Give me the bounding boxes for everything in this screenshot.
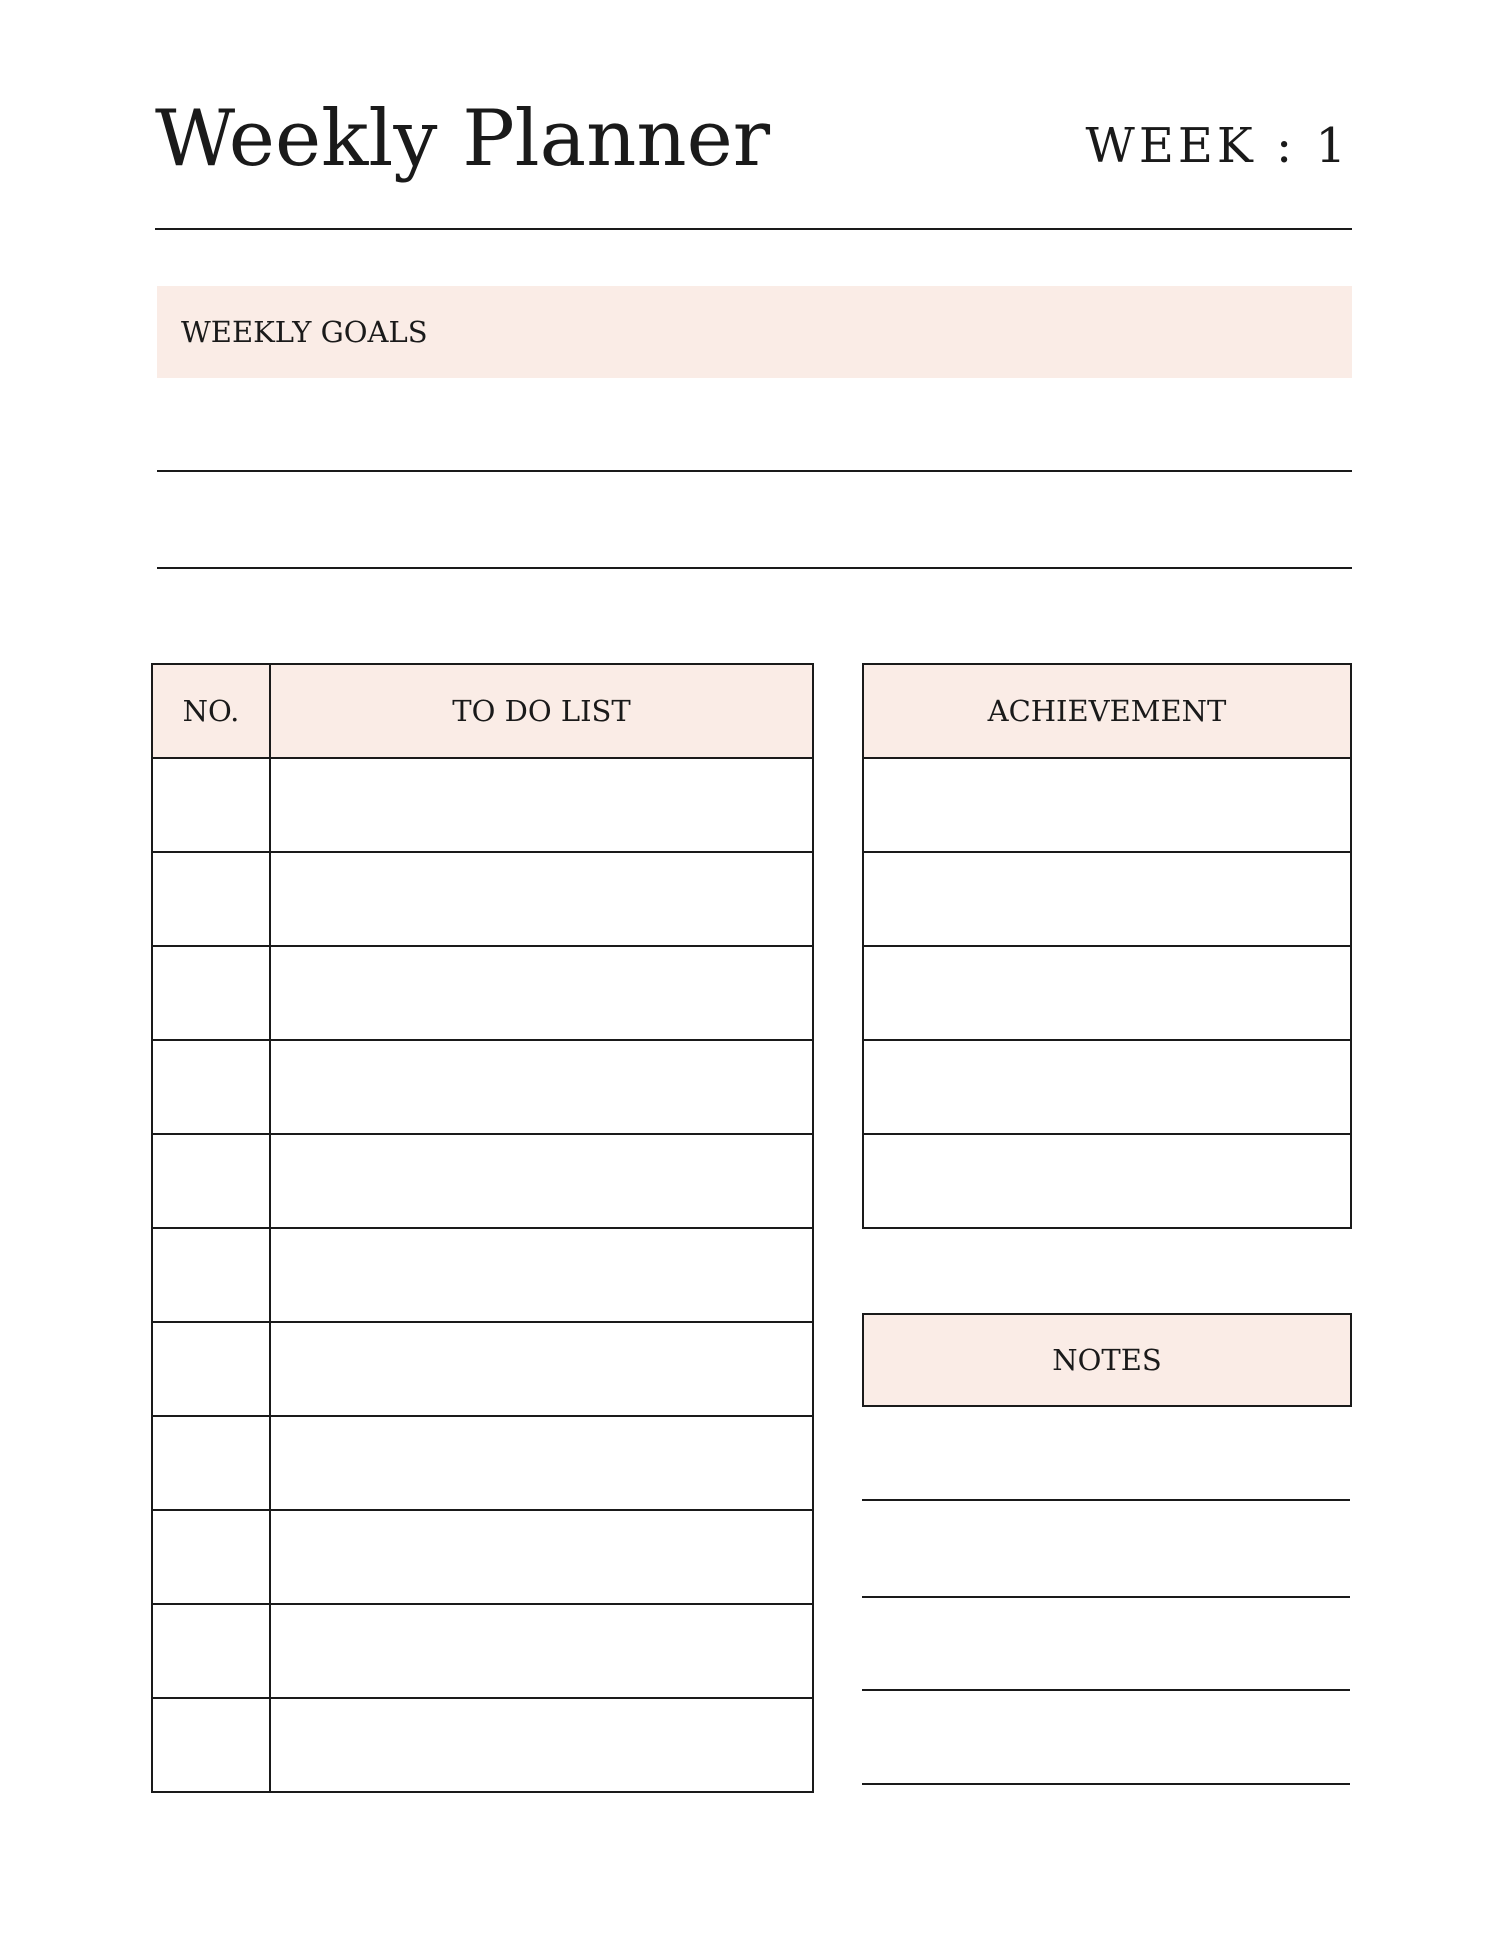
todo-row (152, 758, 813, 852)
note-line[interactable] (862, 1783, 1350, 1785)
todo-row (152, 946, 813, 1040)
todo-no-cell[interactable] (152, 758, 270, 852)
page-title: Weekly Planner (155, 94, 771, 184)
achievement-cell[interactable] (863, 1040, 1351, 1134)
todo-item-cell[interactable] (270, 1510, 813, 1604)
todo-no-cell[interactable] (152, 1510, 270, 1604)
achievement-row (863, 1134, 1351, 1228)
todo-item-cell[interactable] (270, 1040, 813, 1134)
notes-label: NOTES (1052, 1343, 1162, 1377)
todo-row (152, 1228, 813, 1322)
todo-no-cell[interactable] (152, 852, 270, 946)
todo-no-header: NO. (152, 664, 270, 758)
weekly-goals-header (157, 286, 1352, 378)
todo-item-cell[interactable] (270, 758, 813, 852)
achievement-table (862, 663, 1352, 1229)
goal-line[interactable] (157, 567, 1352, 569)
achievement-cell[interactable] (863, 852, 1351, 946)
todo-item-cell[interactable] (270, 1322, 813, 1416)
weekly-goals-label: WEEKLY GOALS (181, 315, 428, 349)
todo-no-cell[interactable] (152, 1698, 270, 1792)
week-number: WEEK : 1 (1085, 118, 1350, 174)
todo-no-cell[interactable] (152, 1604, 270, 1698)
achievement-header: ACHIEVEMENT (863, 664, 1351, 758)
todo-item-cell[interactable] (270, 1604, 813, 1698)
achievement-row (863, 758, 1351, 852)
note-line[interactable] (862, 1499, 1350, 1501)
todo-no-cell[interactable] (152, 1228, 270, 1322)
header-divider (155, 228, 1352, 230)
achievement-rows (863, 758, 1351, 1228)
achievement-cell[interactable] (863, 1134, 1351, 1228)
todo-no-cell[interactable] (152, 1040, 270, 1134)
note-line[interactable] (862, 1596, 1350, 1598)
todo-table (151, 663, 814, 1793)
todo-row (152, 1604, 813, 1698)
todo-no-cell[interactable] (152, 1416, 270, 1510)
todo-row (152, 1510, 813, 1604)
todo-item-cell[interactable] (270, 1134, 813, 1228)
todo-no-cell[interactable] (152, 1322, 270, 1416)
achievement-row (863, 852, 1351, 946)
note-line[interactable] (862, 1689, 1350, 1691)
achievement-cell[interactable] (863, 946, 1351, 1040)
todo-item-cell[interactable] (270, 1228, 813, 1322)
todo-no-cell[interactable] (152, 946, 270, 1040)
todo-item-cell[interactable] (270, 1416, 813, 1510)
todo-header-row (152, 664, 813, 758)
todo-row (152, 1322, 813, 1416)
todo-row (152, 1698, 813, 1792)
todo-item-cell[interactable] (270, 852, 813, 946)
todo-row (152, 1134, 813, 1228)
todo-no-cell[interactable] (152, 1134, 270, 1228)
todo-row (152, 1416, 813, 1510)
goal-line[interactable] (157, 470, 1352, 472)
todo-item-cell[interactable] (270, 1698, 813, 1792)
achievement-row (863, 946, 1351, 1040)
todo-item-cell[interactable] (270, 946, 813, 1040)
todo-rows (152, 758, 813, 1792)
achievement-row (863, 1040, 1351, 1134)
todo-list-header: TO DO LIST (270, 664, 813, 758)
todo-row (152, 852, 813, 946)
achievement-header-row (863, 664, 1351, 758)
todo-row (152, 1040, 813, 1134)
notes-header (862, 1313, 1352, 1407)
achievement-cell[interactable] (863, 758, 1351, 852)
